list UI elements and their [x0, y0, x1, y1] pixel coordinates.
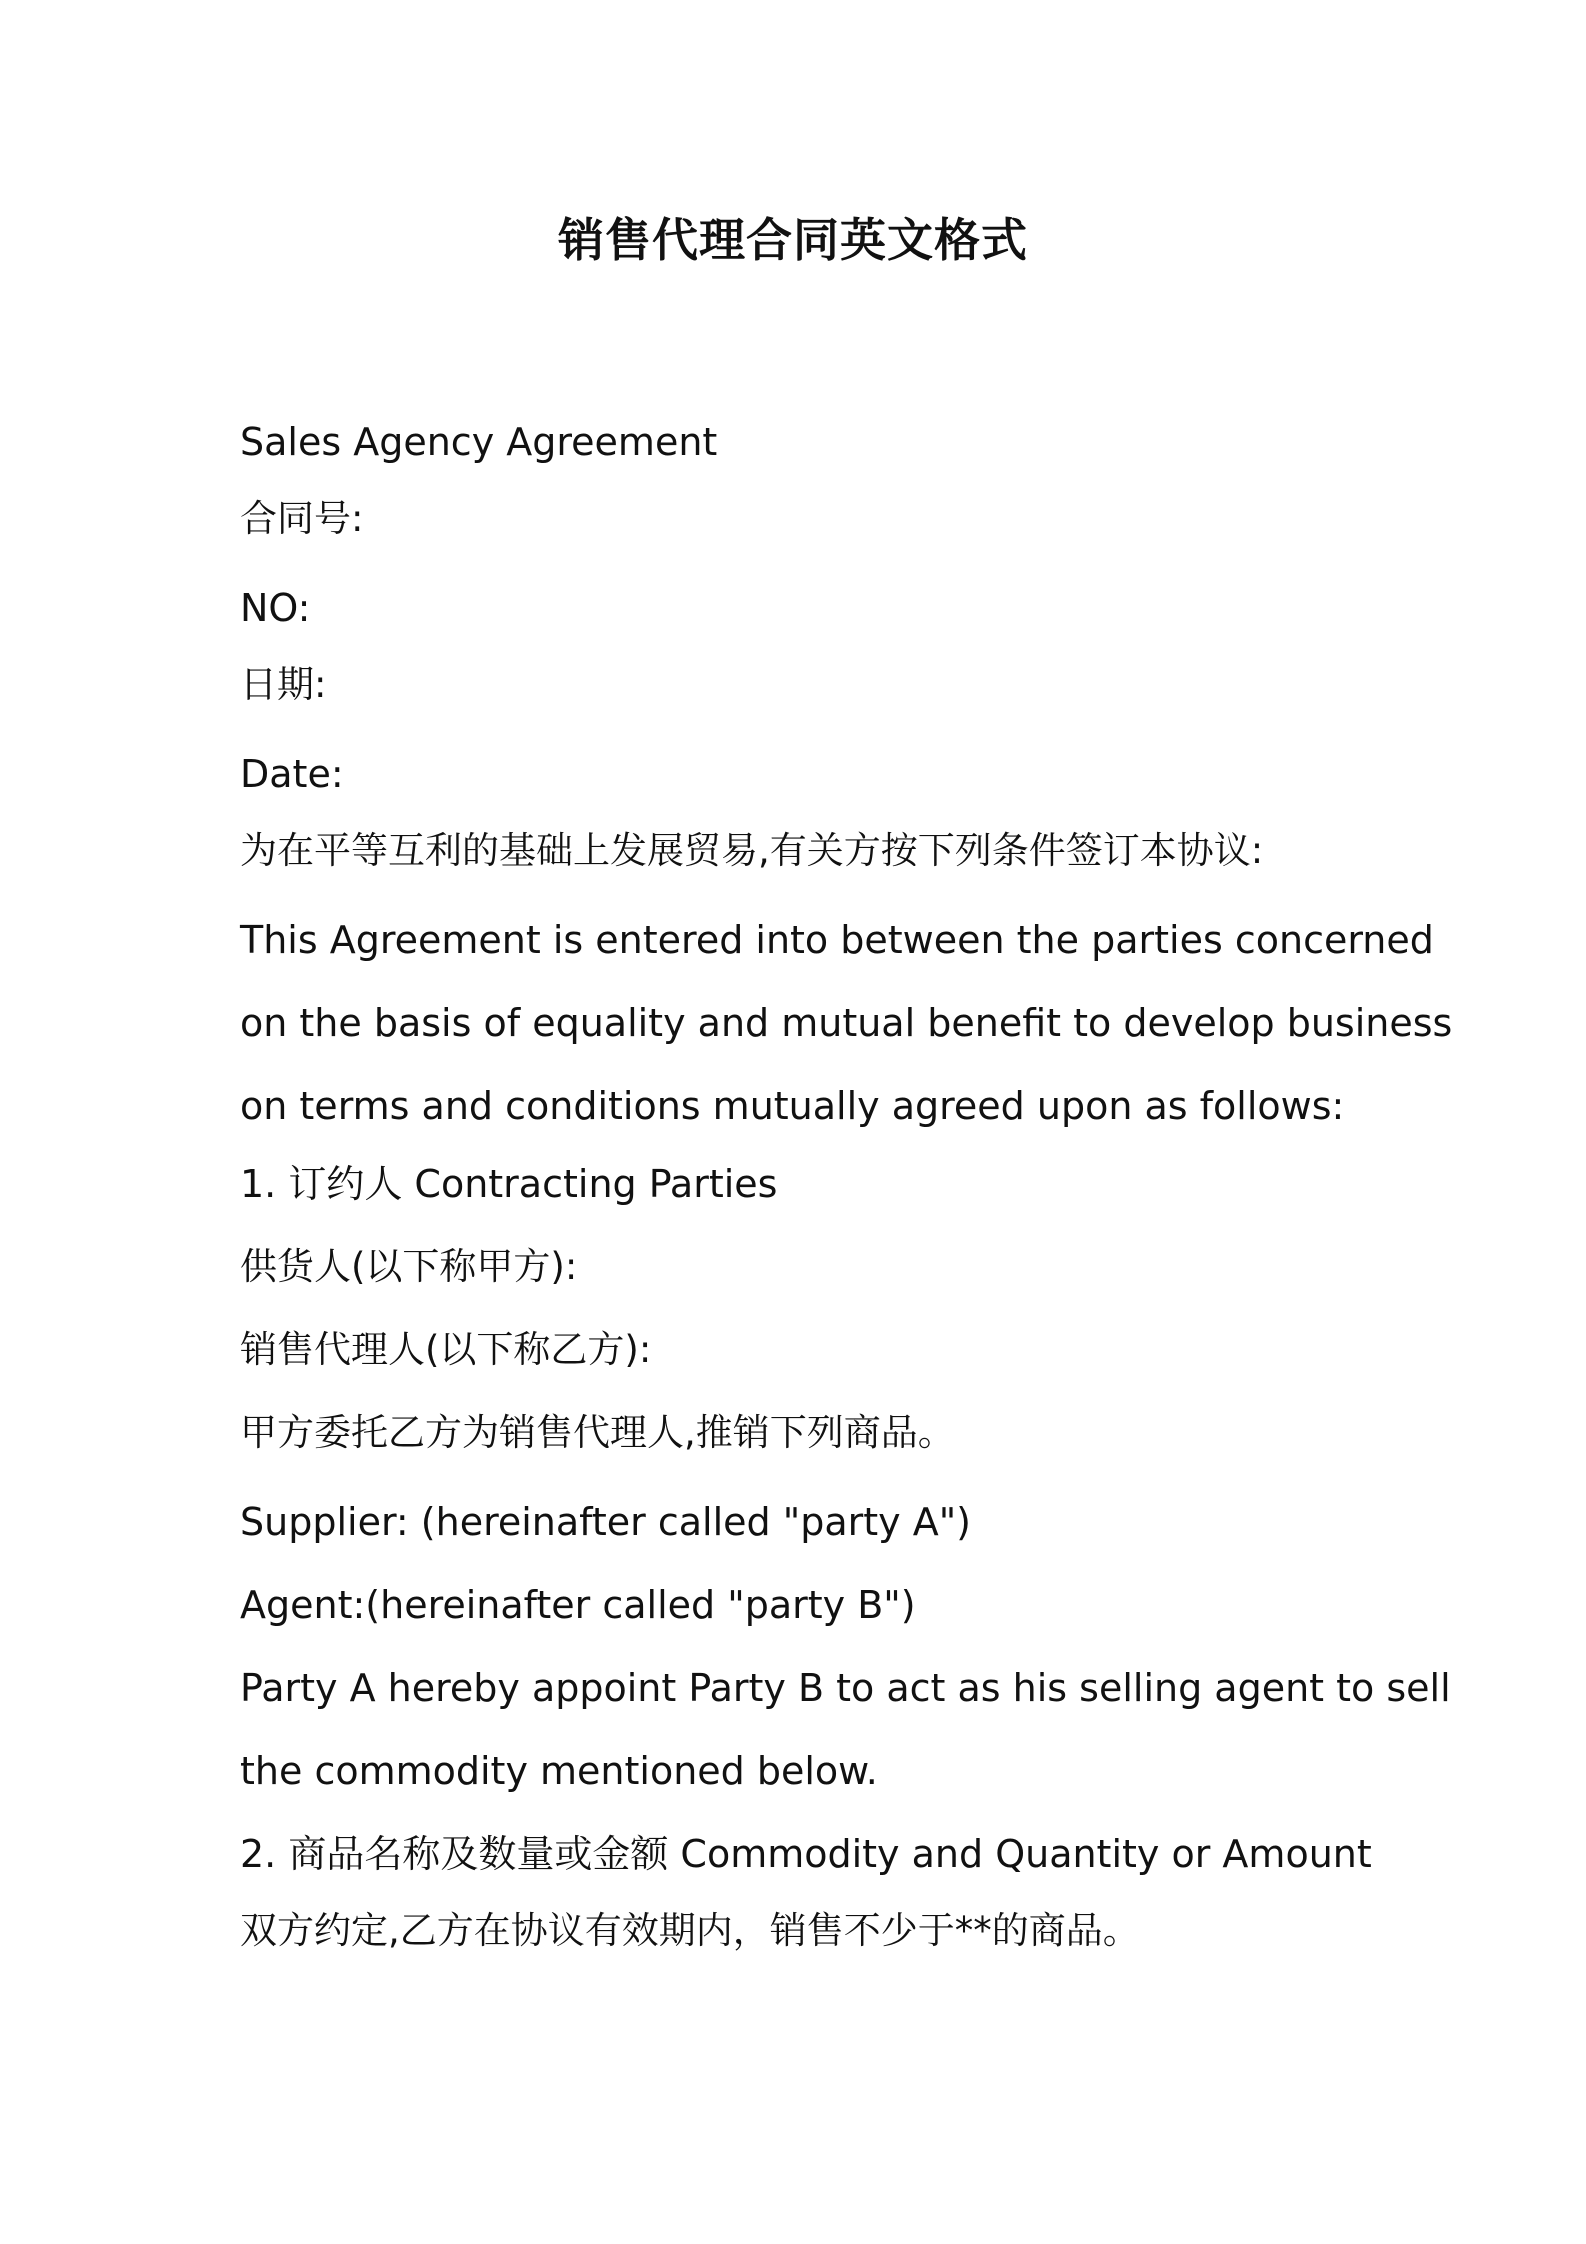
appointment-en-line-1: Party A hereby appoint Party B to act as his selling agent to sell	[240, 1666, 1451, 1710]
supplier-label-en: Supplier: (hereinafter called "party A")	[240, 1500, 971, 1544]
agent-label-zh: 销售代理人(以下称乙方):	[240, 1328, 652, 1371]
contract-number-label-en: NO:	[240, 586, 311, 630]
supplier-label-zh: 供货人(以下称甲方):	[240, 1245, 578, 1288]
section-1-heading: 1. 订约人 Contracting Parties	[240, 1162, 778, 1206]
date-label-zh: 日期:	[240, 663, 327, 706]
preamble-zh: 为在平等互利的基础上发展贸易,有关方按下列条件签订本协议:	[240, 829, 1264, 872]
quantity-clause-zh: 双方约定,乙方在协议有效期内，销售不少于**的商品。	[240, 1909, 1140, 1952]
preamble-en-line-1: This Agreement is entered into between the parties concerned	[240, 918, 1434, 962]
appointment-zh: 甲方委托乙方为销售代理人,推销下列商品。	[240, 1411, 955, 1454]
preamble-en-line-2: on the basis of equality and mutual benefit to develop business	[240, 1001, 1453, 1045]
appointment-en-line-2: the commodity mentioned below.	[240, 1749, 878, 1793]
section-2-heading: 2. 商品名称及数量或金额 Commodity and Quantity or Amount	[240, 1832, 1372, 1876]
preamble-en-line-3: on terms and conditions mutually agreed upon as follows:	[240, 1084, 1345, 1128]
date-label-en: Date:	[240, 752, 344, 796]
agent-label-en: Agent:(hereinafter called "party B")	[240, 1583, 916, 1627]
agreement-heading: Sales Agency Agreement	[240, 420, 718, 464]
contract-number-label-zh: 合同号:	[240, 497, 364, 540]
document-title: 销售代理合同英文格式	[558, 213, 1028, 267]
